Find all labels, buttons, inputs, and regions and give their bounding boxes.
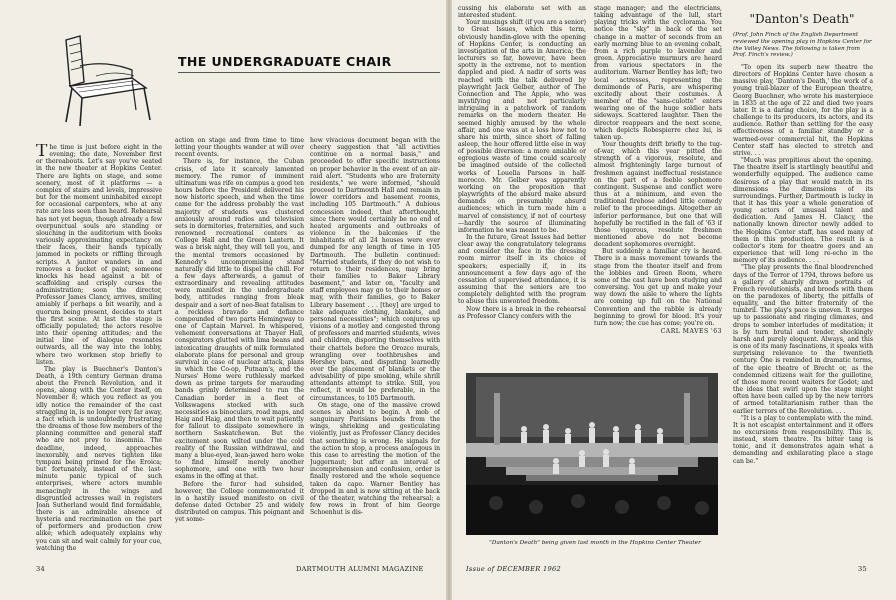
theater-photo — [466, 373, 718, 535]
paragraph: action on stage and from time to time letting your thoughts wander at will over recent events. — [175, 137, 304, 159]
article-title: "Danton's Death" — [749, 12, 855, 26]
left-column-2 — [175, 137, 304, 560]
photo-caption: "Danton's Death" being given last month in the Hopkins Center Theater — [489, 540, 701, 546]
paragraph: how vivacious document began with the cheery suggestion that "all activities continue on a normal basis," and proceeded to offer specific instructions on proper behavior in the event of an air-raid alert. "Students who are fraternity residents," we were informed, "should proceed to Dartmouth Hall and remain in lower corridors and basement rooms, including 105 Dartmouth." A dubious concession indeed, that afterthought, since there would certainly be no end of heated arguments and outbreaks of violence in the balconies if the inhabitants of all 24 houses were ever dumped for any length of time in 105 Dartmouth. The bulletin continued: "Married students, if they do not wish to return to their residences, may bring their families to Baker Library basement," and later on, "faculty and staff employees may go to their homes or may, with their families, go to Baker Library basement . . . [they] are urged to take adequate clothing, blankets, and personal necessities"; which conjures up visions of a motley and congested throng of professors and married students, wives and children, disporting themselves with their chattels before the Orozco murals, wrangling over toothbrushes and Hershey bars, and disputing learnedly over the placement of blankets or the advisability of pipe smoking, while shrill attendants attempt to strike. Still, you reflect, it would be preferable, in the circumstances, to 105 Dartmouth. — [310, 137, 440, 402]
paragraph: The time is just before eight in the evening; the date, November first or thereabouts. Let's say you've seated in the new theater at Hopkins Center. There are lights on stage, and some scenery, most of it platforms — a complex of stairs and levels, impressive but for the moment uninhabited except for occasional carpenters, who at any rate are less seen than heard. Rehearsal has not yet begun, though already a few overpunctual souls are standing or slouching in the auditorium with books variously approximating expectancy on their faces, their hands typically jammed in pockets or riffling through scripts. A janitor wanders in and removes a bucket of paint; someone knocks his head against a bit of scaffolding and crisply curses the administration; soon the director, Professor James Clancy, arrives, smiling amiably if perhaps a bit wearily, and a quorum being present, decides to start the first scene. At last the stage is officially populated; the actors resolve into their opening attitudes; and the initial line of dialogue resonates outwards, all the way into the lobby, where two workmen stop briefly to listen. — [36, 144, 162, 366]
left-column-1 — [36, 144, 162, 560]
article-intro: (Prof. John Finch of the English Department reviewed the opening play in Hopkins Center for the Valley News. The following is taken from Prof. Finch's review.) — [733, 32, 872, 59]
paragraph: "Much was propitious about the opening. The theatre itself is startlingly beautiful and wonderfully equipped. The audience came desirous of a play that would match in its dimensions the dimensions of its surroundings. Further, Dartmouth is lucky in that it has this year a whole generation of young actors of unusual talent and dedication. And James H. Clancy, the nationally known director newly added to the Hopkins Center staff, has used many of them in this production. The result is a collector's item for theatre goers and an experience that will long re-echo in the memory of its audience. . . . — [733, 157, 873, 265]
right-column-3 — [733, 64, 873, 560]
paragraph: But suddenly a familiar cry is heard. There is a mass movement towards the stage from the theater itself and from the lobbies and Green Room, where some of the cast have been studying and conversing. You get up and make your way down the aisle to where the lights are coming up full on the National Convention and the rabble is already beginning to growl for blood. It's your turn now; the cue has come; you're on. — [594, 248, 722, 327]
paragraph: On stage, one of the massive crowd scenes is about to begin. A mob of sanguinary Parisians bounds from the wings, shrieking and gesticulating violently, just as Professor Clancy decides that something is wrong. He signals for the action to stop, a process analogous in this case to arresting the motion of the Juggernaut; but after an interval of incomprehension and confusion, order is finally restored and the whole sequence taken da capo. Warner Bentley has dropped in and is now sitting at the back of the theater, watching the rehearsal; a few rows in front of him George Schoenhut is dis- — [310, 401, 440, 517]
issue-date: Issue of DECEMBER 1962 — [466, 565, 561, 573]
paragraph: "To open its superb new theatre the directors of Hopkins Center have chosen a massive play, 'Danton's Death,' the work of a young trail-blazer of the European theatre, Georg Buechner, who wrote his masterpiece in 1835 at the age of 22 and died two years later. It is a daring choice, for the play is a challenge to its producers, its actors, and its audience. Rather than settling for the easy effectiveness of a familiar standby or a warmed-over commercial hit, the Hopkins Center staff has elected to stretch and strive. . . . — [733, 64, 873, 157]
paragraph: cussing his elaborate set with an interested student. — [458, 5, 586, 20]
paragraph: "The play presents the final bloodrenched days of the Terror of 1794, throws before us a gallery of sharply drawn portraits of French revolutionists, and broods with them on the paradoxes of liberty, the pitfalls of equality, and the bitter fraternity of the tumbril. The play's pace is uneven. It surges up to passionate and ringing climaxes, and drops to somber interludes of meditation; it is by turn brutal and tender, shockingly harsh and purely eloquent. Always, and this is one of its many fascinations, it speaks with surprising relevance to the twentieth century. One is reminded in dramatic terms, of the epic theatre of Brecht or, as the condemned citizens wait for the guillotine, of those more recent waiters for Godot; and the ideas that swirl upon the stage might often have been called up by the new terrors of armed totalitarianism rather than the earlier terrors of the Revolution. . . . — [733, 264, 873, 415]
page-number-left: 34 — [36, 565, 45, 573]
paragraph: Your musings shift (if you are a senior) to Great Issues, which this term, obviously handin-glove with the opening of Hopkins Center, is conducting an investigation of the arts in America; the lecturers so far, however, have been spotty in the extreme, not to mention dappled and pied. A nadir of sorts was reached with the talk delivered by playwright Jack Gelber, author of The Connection and The Apple, who was mystifying and not particularly intriguing in a patchwork of random remarks on the modern theater. He seemed highly amused by the whole affair, and one was at a loss how not to share his mirth, since short of falling asleep, the hour offered little else in way of possible diversion: a more amiable or egregious waste of time could scarcely be imagined outside of the collected works of Louella Parsons in half-morocco. Mr. Gelber was apparently working on the proposition that playwrights of the absurd make absurd demands on presumably absurd audiences; which in turn made him a marvel of consistency, if not of courtesy—hardly the source of illuminating information he was meant to be. — [458, 19, 586, 234]
chair-illustration — [36, 30, 164, 128]
page-number-right: 35 — [858, 565, 867, 573]
gutter — [446, 0, 452, 600]
paragraph: Before the furor had subsided, however, the College commemorated it in a hastily issued manifesto on civil defense dated October 25 and widely distributed on campus. This poignant and yet some- — [175, 480, 304, 524]
paragraph: In the future, Great Issues had better clear away the congratulatory telegrams and consider the face in the dressing room mirror itself in its choice of speakers; especially if, in its announcement a few days ago of the cessation of supervised attendance, it is assuming that the seniors are too completely delighted with the program to abuse this unwonted freedom. — [458, 234, 586, 306]
section-title: THE UNDERGRADUATE CHAIR — [178, 54, 392, 69]
paragraph: There is, for instance, the Cuban crisis, of late it scarcely lamented memory. The rumor of imminent ultimatum was rife on campus a good ten hours before the President delivered his now historic speech, and when the time came for the address probably the vast majority of students was clustered anxiously around radios and television sets in dormitories, fraternities, and such renowned recreational centers as College Hall and the Green Lantern. It was a brisk night, they will tell you, and the mental tremors occasioned by Kennedy's uncompromising stand naturally did little to dispel the chill. For a few days afterwards, a gamut of extraordinary and revealing attitudes were manifest in the undergraduate body, attitudes ranging from bleak despair and a sort of neo-Beat fatalism to a reckless bravado and defiance compounded of two parts Hemingway to one of Captain Marvel. In whispered, vehement conversations at Thayer Hall, conspirators glutted with lima beans and intoxicating draughts of milk formulated elaborate plans for personal and group survival in case of nuclear attack, plans in which the Co-op, Putnam's, and the Nurses' Home were ruthlessly marked down as prime targets for marauding bands grimly determined to run the Canadian border in a fleet of Volkswagens stocked with such necessities as binoculars, road maps, and Haig and Haig, and then to wait patiently for fallout to dissipate somewhere in northern Saskatchewan. But the excitement soon wilted under the cold reality of the Russian withdrawal, and many a blue-eyed, lean-jawed hero woke to find himself merely another sophomore, and one with two hour exams in the offing at that. — [175, 158, 304, 481]
title-rule — [178, 72, 440, 73]
paragraph: stage manager; and the electricians, taking advantage of the lull, start playing tricks with the cyclorama. You notice the "sky" in back of the set change in a matter of seconds from an early morning blue to an evening cobalt, from a rich purple to lavender and green. Appreciative murmurs are heard from various spectators in the auditorium. Warner Bentley has left; two local actresses, representing the demimonde of Paris, are whispering excitedly about their costumes. A member of the "sans-culotte" enters wearing one of the huge soldier hats sideways. Scattered laughter. Then the director reappears and the next scene, which depicts Robespierre chez lui, is taken up. — [594, 5, 722, 141]
right-column-2 — [594, 5, 722, 367]
drop-cap: T — [36, 144, 48, 161]
magazine-name: DARTMOUTH ALUMNI MAGAZINE — [296, 565, 424, 573]
author-signature: CARL MAVES '63 — [660, 328, 722, 336]
paragraph: Now there is a break in the rehearsal as Professor Clancy confers with the — [458, 305, 586, 320]
right-column-1 — [458, 5, 586, 367]
paragraph: Your thoughts drift briefly to the tug-of-war, which this year pitted the strength of a vigorous, resolute, and almost frighteningly large turnout of freshmen against ineffectual resistance on the part of a feeble sophomore contingent. Suspense and conflict were thus at a minimum, and even the traditional firehose added little comedy relief to the proceedings. Altogether an inferior performance, but one that will hopefully be rectified in the fall of '63 if those vigorous, resolute freshmen mentioned above do not become decadent sophomores overnight. — [594, 140, 722, 249]
paragraph: "It is a play to contemplate with the mind. It is not escapist entertainment and it offers no excursions from responsibility. This is, instead, stern theatre. Its bitter tang is tonic, and it demonstrates again what a demanding and exhilarating place a stage can be." — [733, 414, 873, 465]
left-column-3 — [310, 137, 440, 560]
paragraph: The play is Buechner's Danton's Death, a 19th century German drama about the French Revolution, and it opens, along with the Center itself, on November 8; which you reflect as you idly notice the remainder of the cast straggling in, is no longer very far away, a fact which is undoubtedly frustrating the dreams of those few members of the planning committee and general staff who are not prey to insomnia. The deadline, indeed, approaches inexorably, and nerves tighten like tympani being primed for the Eroica; but fortunately, instead of the last-minute panic typical of such enterprises, where actors mumble menacingly in the wings and disgruntled actresses wail in registers Joan Sutherland would find formidable, there is an admirable absence of hysteria and recrimination on the part of performers and production crew alike; which adequately explains why you can sit and wait calmly for your cue, watching the — [36, 365, 162, 552]
